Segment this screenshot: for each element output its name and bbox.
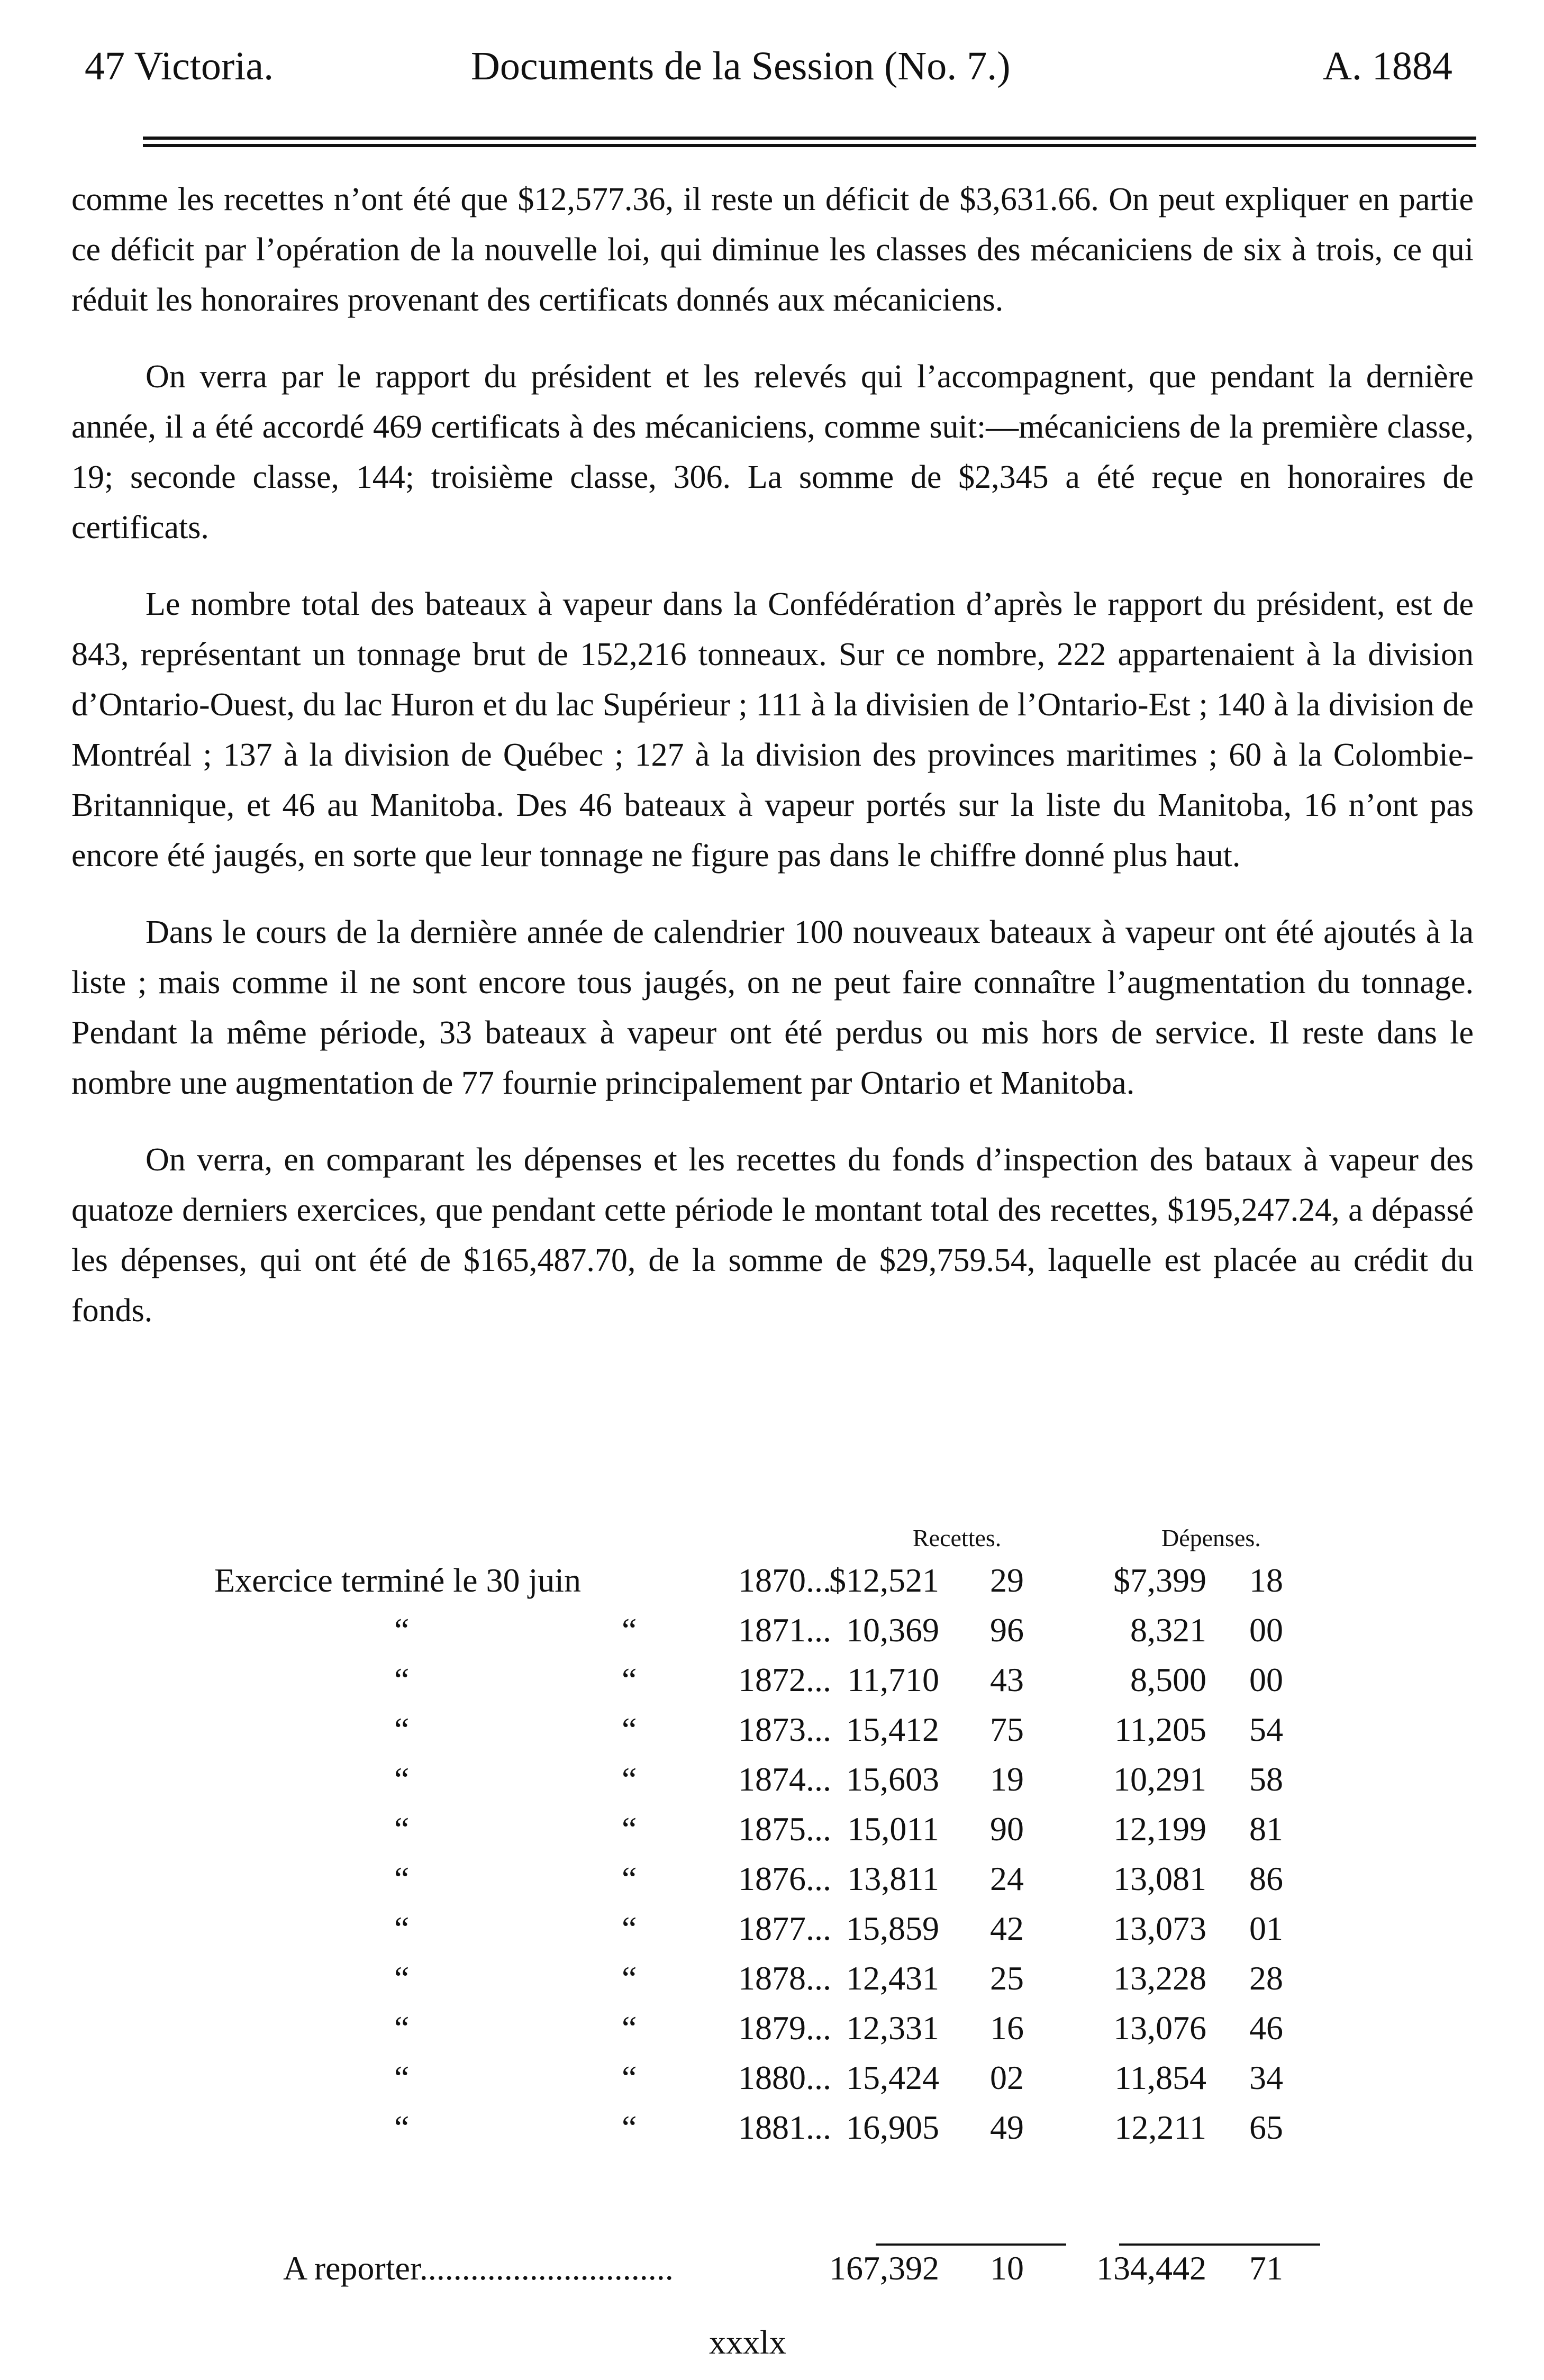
year-cell: 1872... [738, 1661, 831, 1698]
year-cell: 1874... [738, 1760, 831, 1798]
expenses-cents: 54 [1249, 1711, 1283, 1748]
receipts-dollars: 15,424 [846, 2059, 939, 2096]
expenses-cents: 34 [1249, 2059, 1283, 2096]
sum-rule-expenses [1119, 2243, 1320, 2246]
header-rule-bottom [143, 144, 1476, 147]
ditto-mark: “ [622, 1959, 637, 1997]
ditto-mark: “ [394, 2109, 410, 2146]
receipts-cents: 90 [990, 1810, 1024, 1848]
sum-rule-receipts [876, 2243, 1066, 2246]
header-volume: 47 Victoria. [85, 44, 274, 88]
expenses-cents: 46 [1249, 2009, 1283, 2047]
year-cell: 1880... [738, 2059, 831, 2096]
receipts-dollars: 15,603 [846, 1760, 939, 1798]
expenses-cents: 28 [1249, 1959, 1283, 1997]
table-row [71, 1760, 1474, 1807]
ditto-mark: “ [622, 1661, 637, 1698]
receipts-cents: 02 [990, 2059, 1024, 2096]
year-cell: 1873... [738, 1711, 831, 1748]
column-header-receipts: Recettes. [913, 1524, 1002, 1551]
receipts-dollars: 15,859 [846, 1910, 939, 1947]
ditto-mark: “ [622, 1860, 637, 1897]
expenses-cents: 81 [1249, 1810, 1283, 1848]
year-cell: 1878... [738, 1959, 831, 1997]
year-cell: 1879... [738, 2009, 831, 2047]
table-row [71, 1810, 1474, 1857]
expenses-dollars: 11,854 [1114, 2059, 1206, 2096]
expenses-dollars: 13,081 [1113, 1860, 1206, 1897]
receipts-dollars: 12,331 [846, 2009, 939, 2047]
body-text [71, 175, 1474, 1362]
year-cell: 1870... [738, 1561, 831, 1599]
table-row [71, 2009, 1474, 2056]
receipts-cents: 42 [990, 1910, 1024, 1947]
ditto-mark: “ [622, 2009, 637, 2047]
receipts-cents: 19 [990, 1760, 1024, 1798]
header-title: Documents de la Session (No. 7.) [471, 44, 1011, 88]
ditto-mark: “ [394, 1959, 410, 1997]
table-row [71, 1959, 1474, 2006]
ditto-mark: “ [394, 1810, 410, 1848]
paragraph: Le nombre total des bateaux à vapeur dans la Confédération d’après le rapport du président, est de 843, représentant un tonnage brut de 152,216 tonneaux. Sur ce nombre, 222 appartenaient à la division d’Ontario-Ouest, du lac Huron et du lac Supérieur ; 111 à la divisien de l’Ontario-Est ; 140 à la division de Montréal ; 137 à la division de Québec ; 127 à la division des provinces maritimes ; 60 à la Colombie-Britannique, et 46 au Manitoba. Des 46 bateaux à vapeur portés sur la liste du Manitoba, 16 n’ont pas encore été jaugés, en sorte que leur tonnage ne figure pas dans le chiffre donné plus haut. [71, 586, 1474, 874]
expenses-dollars: 8,500 [1130, 1661, 1206, 1698]
receipts-dollars: 15,011 [847, 1810, 939, 1848]
total-row [71, 2249, 1474, 2296]
ditto-mark: “ [394, 1910, 410, 1947]
page-number: xxxlx [709, 2323, 786, 2361]
expenses-cents: 00 [1249, 1611, 1283, 1649]
receipts-cents: 24 [990, 1860, 1024, 1897]
total-label: A reporter.............................. [283, 2249, 674, 2287]
receipts-cents: 16 [990, 2009, 1024, 2047]
ditto-mark: “ [394, 1860, 410, 1897]
total-receipts-cents: 10 [990, 2249, 1024, 2287]
total-receipts-dollars: 167,392 [829, 2249, 939, 2287]
receipts-cents: 25 [990, 1959, 1024, 1997]
expenses-cents: 86 [1249, 1860, 1283, 1897]
ditto-mark: “ [394, 1760, 410, 1798]
column-header-expenses: Dépenses. [1161, 1524, 1261, 1551]
receipts-cents: 29 [990, 1561, 1024, 1599]
ditto-mark: “ [394, 1611, 410, 1649]
running-header [48, 43, 1476, 102]
table-row [71, 1710, 1474, 1758]
ditto-mark: “ [394, 2059, 410, 2096]
receipts-dollars: 15,412 [846, 1711, 939, 1748]
receipts-cents: 49 [990, 2109, 1024, 2146]
receipts-dollars: $12,521 [829, 1561, 939, 1599]
receipts-dollars: 16,905 [846, 2109, 939, 2146]
expenses-dollars: 13,073 [1113, 1910, 1206, 1947]
expenses-dollars: $7,399 [1113, 1561, 1206, 1599]
total-expenses-dollars: 134,442 [1096, 2249, 1206, 2287]
expenses-dollars: 13,228 [1113, 1959, 1206, 1997]
ditto-mark: “ [622, 1760, 637, 1798]
expenses-cents: 58 [1249, 1760, 1283, 1798]
expenses-cents: 00 [1249, 1661, 1283, 1698]
expenses-dollars: 11,205 [1114, 1711, 1206, 1748]
receipts-cents: 43 [990, 1661, 1024, 1698]
receipts-cents: 96 [990, 1611, 1024, 1649]
ditto-mark: “ [622, 1611, 637, 1649]
ditto-mark: “ [394, 2009, 410, 2047]
receipts-dollars: 13,811 [847, 1860, 939, 1897]
header-rule-top [143, 137, 1476, 140]
expenses-dollars: 13,076 [1113, 2009, 1206, 2047]
receipts-dollars: 10,369 [846, 1611, 939, 1649]
table-row [71, 1859, 1474, 1907]
total-expenses-cents: 71 [1249, 2249, 1283, 2287]
ditto-mark: “ [394, 1661, 410, 1698]
year-cell: 1871... [738, 1611, 831, 1649]
receipts-dollars: 11,710 [847, 1661, 939, 1698]
receipts-dollars: 12,431 [846, 1959, 939, 1997]
ditto-mark: “ [622, 2059, 637, 2096]
receipts-cents: 75 [990, 1711, 1024, 1748]
expenses-dollars: 10,291 [1113, 1760, 1206, 1798]
header-year: A. 1884 [1323, 44, 1452, 88]
expenses-cents: 18 [1249, 1561, 1283, 1599]
year-cell: 1876... [738, 1860, 831, 1897]
table-row [71, 1909, 1474, 1957]
expenses-cents: 01 [1249, 1910, 1283, 1947]
table-row [71, 1660, 1474, 1708]
table-row [71, 2058, 1474, 2106]
ditto-mark: “ [622, 1810, 637, 1848]
table-row [71, 1561, 1474, 1609]
table-row [71, 2108, 1474, 2156]
year-cell: 1881... [738, 2109, 831, 2146]
table-row [71, 1611, 1474, 1658]
ditto-mark: “ [622, 1711, 637, 1748]
year-cell: 1875... [738, 1810, 831, 1848]
paragraph: On verra par le rapport du président et les relevés qui l’accompagnent, que pendant la dernière année, il a été accordé 469 certificats à des mécaniciens, comme suit:—mécaniciens de la première classe, 19; seconde classe, 144; troisième classe, 306. La somme de $2,345 a été reçue en honoraires de certificats. [71, 359, 1474, 546]
paragraph: comme les recettes n’ont été que $12,577.36, il reste un déficit de $3,631.66. On peut expliquer en partie ce déficit par l’opération de la nouvelle loi, qui diminue les classes des mécaniciens de six à trois, ce qui réduit les honoraires provenant des certificats donnés aux mécaniciens. [71, 181, 1474, 318]
expenses-cents: 65 [1249, 2109, 1283, 2146]
row-label: Exercice terminé le 30 juin [214, 1561, 582, 1599]
paragraph: Dans le cours de la dernière année de calendrier 100 nouveaux bateaux à vapeur ont été ajoutés à la liste ; mais comme il ne sont encore tous jaugés, on ne peut faire connaître l’augmentation du tonnage. Pendant la même période, 33 bateaux à vapeur ont été perdus ou mis hors de service. Il reste dans le nombre une augmentation de 77 fournie principalement par Ontario et Manitoba. [71, 914, 1474, 1101]
expenses-dollars: 12,199 [1113, 1810, 1206, 1848]
ditto-mark: “ [622, 1910, 637, 1947]
ditto-mark: “ [622, 2109, 637, 2146]
year-cell: 1877... [738, 1910, 831, 1947]
expenses-dollars: 12,211 [1114, 2109, 1206, 2146]
expenses-dollars: 8,321 [1130, 1611, 1206, 1649]
paragraph: On verra, en comparant les dépenses et les recettes du fonds d’inspection des bataux à vapeur des quatoze derniers exercices, que pendant cette période le montant total des recettes, $195,247.24, a dépassé les dépenses, qui ont été de $165,487.70, de la somme de $29,759.54, laquelle est placée au crédit du fonds. [71, 1142, 1474, 1329]
ditto-mark: “ [394, 1711, 410, 1748]
